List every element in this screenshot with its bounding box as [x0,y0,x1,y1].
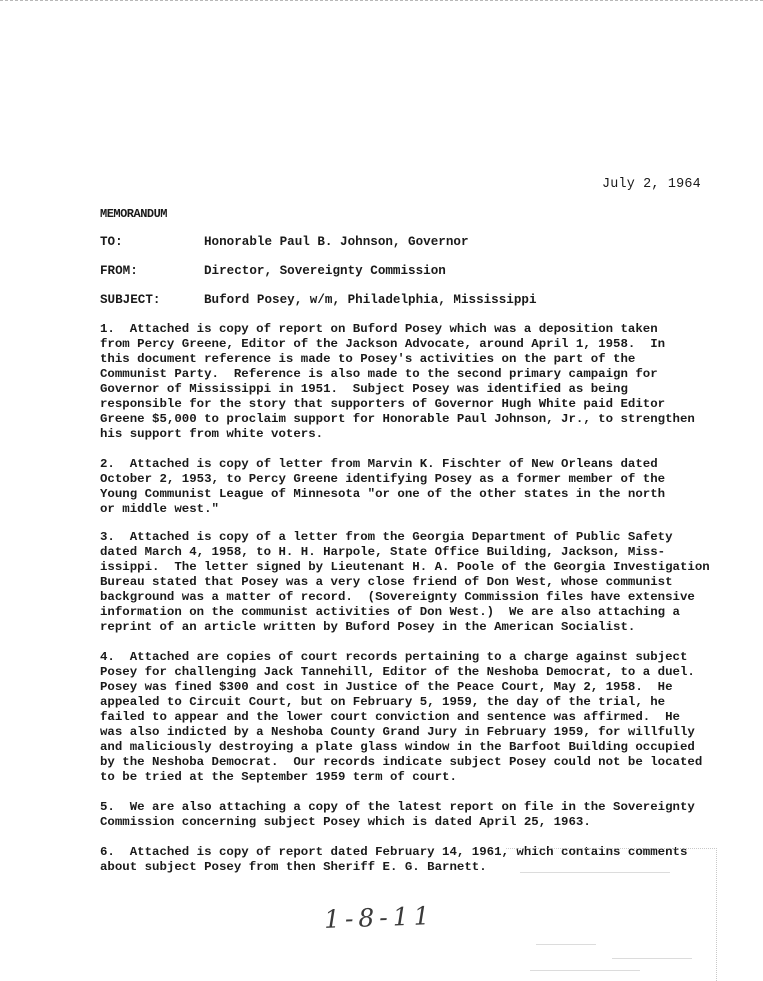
paragraph-line: 5. We are also attaching a copy of the latest report on file in the Sovereignty [100,800,695,814]
faint-mark [520,872,670,873]
paragraph-line: October 2, 1953, to Percy Greene identifying Posey as a former member of the [100,472,666,486]
paragraph-line: by the Neshoba Democrat. Our records indicate subject Posey could not be located [100,755,703,769]
subject-value: Buford Posey, w/m, Philadelphia, Mississippi [204,293,537,307]
paragraph-line: this document reference is made to Posey's activities on the part of the [100,352,636,366]
faint-mark [612,958,692,959]
handwritten-file-number: 1-8-11 [323,901,436,934]
faint-mark [530,970,640,971]
paragraph-3 [100,530,740,635]
paragraph-line: Bureau stated that Posey was a very close friend of Don West, whose communist [100,575,673,589]
paragraph-line: Commission concerning subject Posey which is dated April 25, 1963. [100,815,591,829]
paragraph-line: Communist Party. Reference is also made to the second primary campaign for [100,367,658,381]
paragraph-line: failed to appear and the lower court conviction and sentence was affirmed. He [100,710,680,724]
paragraph-5 [100,800,740,830]
subject-label: SUBJECT: [100,293,161,307]
paragraph-line: 6. Attached is copy of report dated February 14, 1961, which contains comments [100,845,688,859]
paragraph-line: reprint of an article written by Buford Posey in the American Socialist. [100,620,636,634]
to-label: TO: [100,235,123,249]
paragraph-line: his support from white voters. [100,427,324,441]
faint-stamp-area [506,848,717,981]
paragraph-line: Greene $5,000 to proclaim support for Honorable Paul Johnson, Jr., to strengthen [100,412,695,426]
paragraph-line: appealed to Circuit Court, but on February 5, 1959, the day of the trial, he [100,695,666,709]
memo-title: MEMORANDUM [100,207,168,221]
paragraph-2 [100,457,740,517]
paragraph-line: to be tried at the September 1959 term of court. [100,770,457,784]
paragraph-line: 1. Attached is copy of report on Buford Posey which was a deposition taken [100,322,658,336]
paragraph-line: responsible for the story that supporters of Governor Hugh White paid Editor [100,397,666,411]
paragraph-line: Young Communist League of Minnesota "or one of the other states in the north [100,487,666,501]
paragraph-line: from Percy Greene, Editor of the Jackson Advocate, around April 1, 1958. In [100,337,666,351]
paragraph-line: about subject Posey from then Sheriff E. G. Barnett. [100,860,487,874]
paragraph-line: information on the communist activities of Don West.) We are also attaching a [100,605,680,619]
paragraph-line: issippi. The letter signed by Lieutenant H. A. Poole of the Georgia Investigation [100,560,710,574]
paragraph-line: and maliciously destroying a plate glass window in the Barfoot Building occupied [100,740,695,754]
paragraph-line: Posey for challenging Jack Tannehill, Editor of the Neshoba Democrat, to a duel. [100,665,695,679]
paragraph-line: or middle west." [100,502,219,516]
paragraph-line: Governor of Mississippi in 1951. Subject Posey was identified as being [100,382,628,396]
page-top-edge [0,0,763,1]
paragraph-line: was also indicted by a Neshoba County Grand Jury in February 1959, for willfully [100,725,695,739]
paragraph-line: 3. Attached is copy of a letter from the Georgia Department of Public Safety [100,530,673,544]
faint-mark [536,944,596,945]
paragraph-line: Posey was fined $300 and cost in Justice of the Peace Court, May 2, 1958. He [100,680,673,694]
paragraph-line: 2. Attached is copy of letter from Marvin K. Fischter of New Orleans dated [100,457,658,471]
paragraph-line: background was a matter of record. (Sovereignty Commission files have extensive [100,590,695,604]
paragraph-1 [100,322,740,442]
from-value: Director, Sovereignty Commission [204,264,446,278]
memo-date: July 2, 1964 [602,177,701,192]
paragraph-4 [100,650,740,785]
paragraph-line: dated March 4, 1958, to H. H. Harpole, State Office Building, Jackson, Miss- [100,545,666,559]
paragraph-line: 4. Attached are copies of court records pertaining to a charge against subject [100,650,688,664]
from-label: FROM: [100,264,138,278]
to-value: Honorable Paul B. Johnson, Governor [204,235,469,249]
